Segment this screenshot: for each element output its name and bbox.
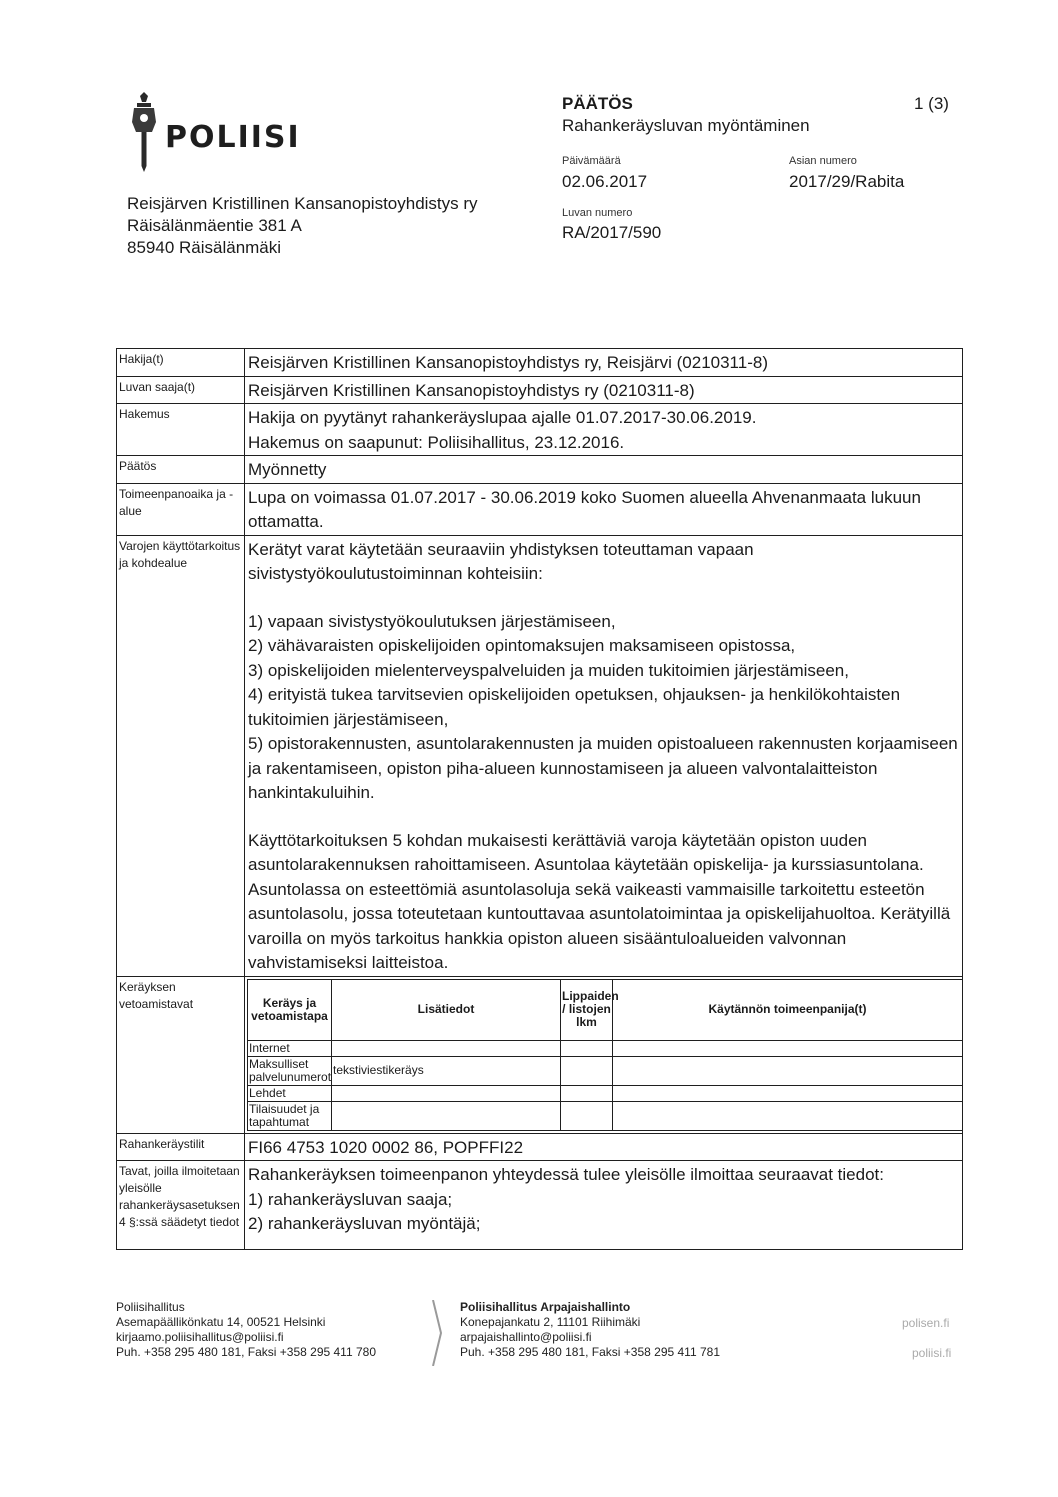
notice-item: 2) rahankeräysluvan myöntäjä; [248,1214,481,1233]
collection-info: tekstiviestikeräys [332,1056,561,1085]
collection-method: Maksulliset palvelunumerot [249,1056,332,1084]
decision-date: 02.06.2017 [562,172,648,191]
footer-divider-icon [430,1300,444,1366]
row-value: FI66 4753 1020 0002 86, POPFFI22 [245,1133,963,1161]
recipient-city: 85940 Räisälänmäki [127,238,282,257]
recipient-street: Räisälänmäentie 381 A [127,216,302,235]
collection-method: Lehdet [248,1085,332,1101]
case-number: 2017/29/Rabita [789,172,905,191]
row-label: Rahankeräystilit [117,1133,245,1161]
row-label: Hakija(t) [117,349,245,377]
row-value [245,404,963,456]
document-subtitle: Rahankeräysluvan myöntäminen [562,116,810,135]
footer-web-finnish: poliisi.fi [912,1346,952,1360]
row-label: Toimeenpanoaika ja -alue [117,483,245,535]
row-paatos [117,456,963,484]
footer-middle [460,1300,720,1360]
row-label: Varojen käyttötarkoitus ja kohdealue [117,535,245,976]
collection-executor [613,1040,963,1056]
page-number: 1 (3) [914,94,949,113]
purpose-item: 5) opistorakennusten, asuntolarakennusten ja muiden opistoalueen rakennusten korjaamiseen ja rakentamiseen, opiston piha-alueen kunnostamiseen ja alueen valvontalaitteiston hankintakuluihin. [248,734,958,802]
purpose-closing: Käyttötarkoituksen 5 kohdan mukaisesti kerättäviä varoja käytetään opiston uuden asuntolarakennuksen rahoittamiseen. Asuntolaa käytetään opiskelija- ja kurssiasuntolana. Asuntolassa on esteettömiä asuntolasoluja sekä vaikeasti vammaisille tarkoitettu esteetön asuntolasolu, jossa toteutetaan kuntouttavaa asuntolatoimintaa ja opiskelijahuoltoa. Kerätyillä varoilla on myös tarkoitus hankkia opiston alueen sisääntuloalueiden valvonnan vahvistamiseksi laitteistoa. [248,830,951,972]
collection-info [332,1085,561,1101]
collection-count [561,1056,613,1085]
collection-header-row [248,979,963,1040]
row-hakemus [117,404,963,456]
purpose-item: 3) opiskelijoiden mielenterveyspalveluiden ja muiden tukitoimien järjestämiseen, [248,660,849,680]
footer-left [116,1300,376,1360]
decision-table [116,348,963,1250]
collection-row [248,1085,963,1101]
row-label: Keräyksen vetoamistavat [117,976,245,1133]
collection-executor [613,1085,963,1101]
row-luvan-saaja [117,376,963,404]
collection-row [248,1101,963,1130]
row-value: Lupa on voimassa 01.07.2017 - 30.06.2019 koko Suomen alueella Ahvenanmaata lukuun ottamatta. [245,483,963,535]
row-value [245,1161,963,1250]
row-toimeenpano [117,483,963,535]
row-label: Hakemus [117,404,245,456]
collection-count [561,1085,613,1101]
collection-methods-table [247,979,963,1131]
column-header: Käytännön toimeenpanija(t) [613,979,963,1040]
collection-info [332,1040,561,1056]
case-number-label: Asian numero [789,155,857,167]
row-label: Päätös [117,456,245,484]
purpose-item: 4) erityistä tukea tarvitsevien opiskelijoiden opetuksen, ohjauksen- ja henkilökohtaisten tukitoimien järjestämiseen, [248,685,901,729]
row-value [245,535,963,976]
row-value: Myönnetty [245,456,963,484]
footer-email: arpajaishallinto@poliisi.fi [460,1330,592,1344]
hakemus-line-1: Hakija on pyytänyt rahankeräyslupaa ajalle 01.07.2017-30.06.2019. [248,408,757,427]
permit-number-label: Luvan numero [562,207,633,219]
poliisi-logo [126,92,316,172]
collection-method: Internet [248,1040,332,1056]
notice-intro: Rahankeräyksen toimeenpanon yhteydessä tulee yleisölle ilmoittaa seuraavat tiedot: [248,1165,884,1184]
collection-method: Tilaisuudet ja tapahtumat [248,1101,332,1130]
collection-executor [613,1056,963,1085]
collection-row [248,1040,963,1056]
collection-count [561,1101,613,1130]
row-label: Luvan saaja(t) [117,376,245,404]
date-label: Päivämäärä [562,155,621,167]
footer-phone: Puh. +358 295 480 181, Faksi +358 295 411 780 [116,1345,376,1359]
collection-executor [613,1101,963,1130]
collection-row [248,1056,963,1085]
purpose-item: 1) vapaan sivistystyökoulutuksen järjestämiseen, [248,611,616,631]
row-value: Reisjärven Kristillinen Kansanopistoyhdistys ry, Reisjärvi (0210311-8) [245,349,963,377]
row-hakija [117,349,963,377]
column-header: Lippaiden / listojen lkm [561,979,613,1040]
notice-item: 1) rahankeräysluvan saaja; [248,1189,453,1209]
row-label: Tavat, joilla ilmoitetaan yleisölle rahankeräysasetuksen 4 §:ssä säädetyt tiedot [117,1161,245,1250]
footer-address: Asemapäällikönkatu 14, 00521 Helsinki [116,1315,326,1329]
purpose-item: 2) vähävaraisten opiskelijoiden opintomaksujen maksamiseen opistossa, [248,636,796,655]
footer-org: Poliisihallitus Arpajaishallinto [460,1300,631,1314]
footer-phone: Puh. +358 295 480 181, Faksi +358 295 411 781 [460,1345,720,1359]
permit-number: RA/2017/590 [562,223,662,242]
row-value [245,976,963,1133]
collection-info [332,1101,561,1130]
recipient-name: Reisjärven Kristillinen Kansanopistoyhdistys ry [127,194,478,213]
column-header: Keräys ja vetoamistapa [248,979,332,1040]
collection-count [561,1040,613,1056]
document-title: PÄÄTÖS [562,94,633,113]
footer-email: kirjaamo.poliisihallitus@poliisi.fi [116,1330,284,1344]
purpose-intro: Kerätyt varat käytetään seuraaviin yhdistyksen toteuttaman vapaan sivistystyökoulutustoiminnan kohteisiin: [248,539,754,583]
hakemus-line-2: Hakemus on saapunut: Poliisihallitus, 23.12.2016. [248,432,625,452]
row-rahankeraystilit [117,1133,963,1161]
row-keraystavat [117,976,963,1133]
row-ilmoitustavat [117,1161,963,1250]
logo-wordmark: POLIISI [165,120,301,155]
footer-web-swedish: polisen.fi [902,1316,950,1330]
row-varojen-kaytto [117,535,963,976]
row-value: Reisjärven Kristillinen Kansanopistoyhdistys ry (0210311-8) [245,376,963,404]
column-header: Lisätiedot [332,979,561,1040]
footer-address: Konepajankatu 2, 11101 Riihimäki [460,1315,641,1329]
police-emblem-icon [126,92,162,172]
footer-org: Poliisihallitus [116,1300,185,1314]
